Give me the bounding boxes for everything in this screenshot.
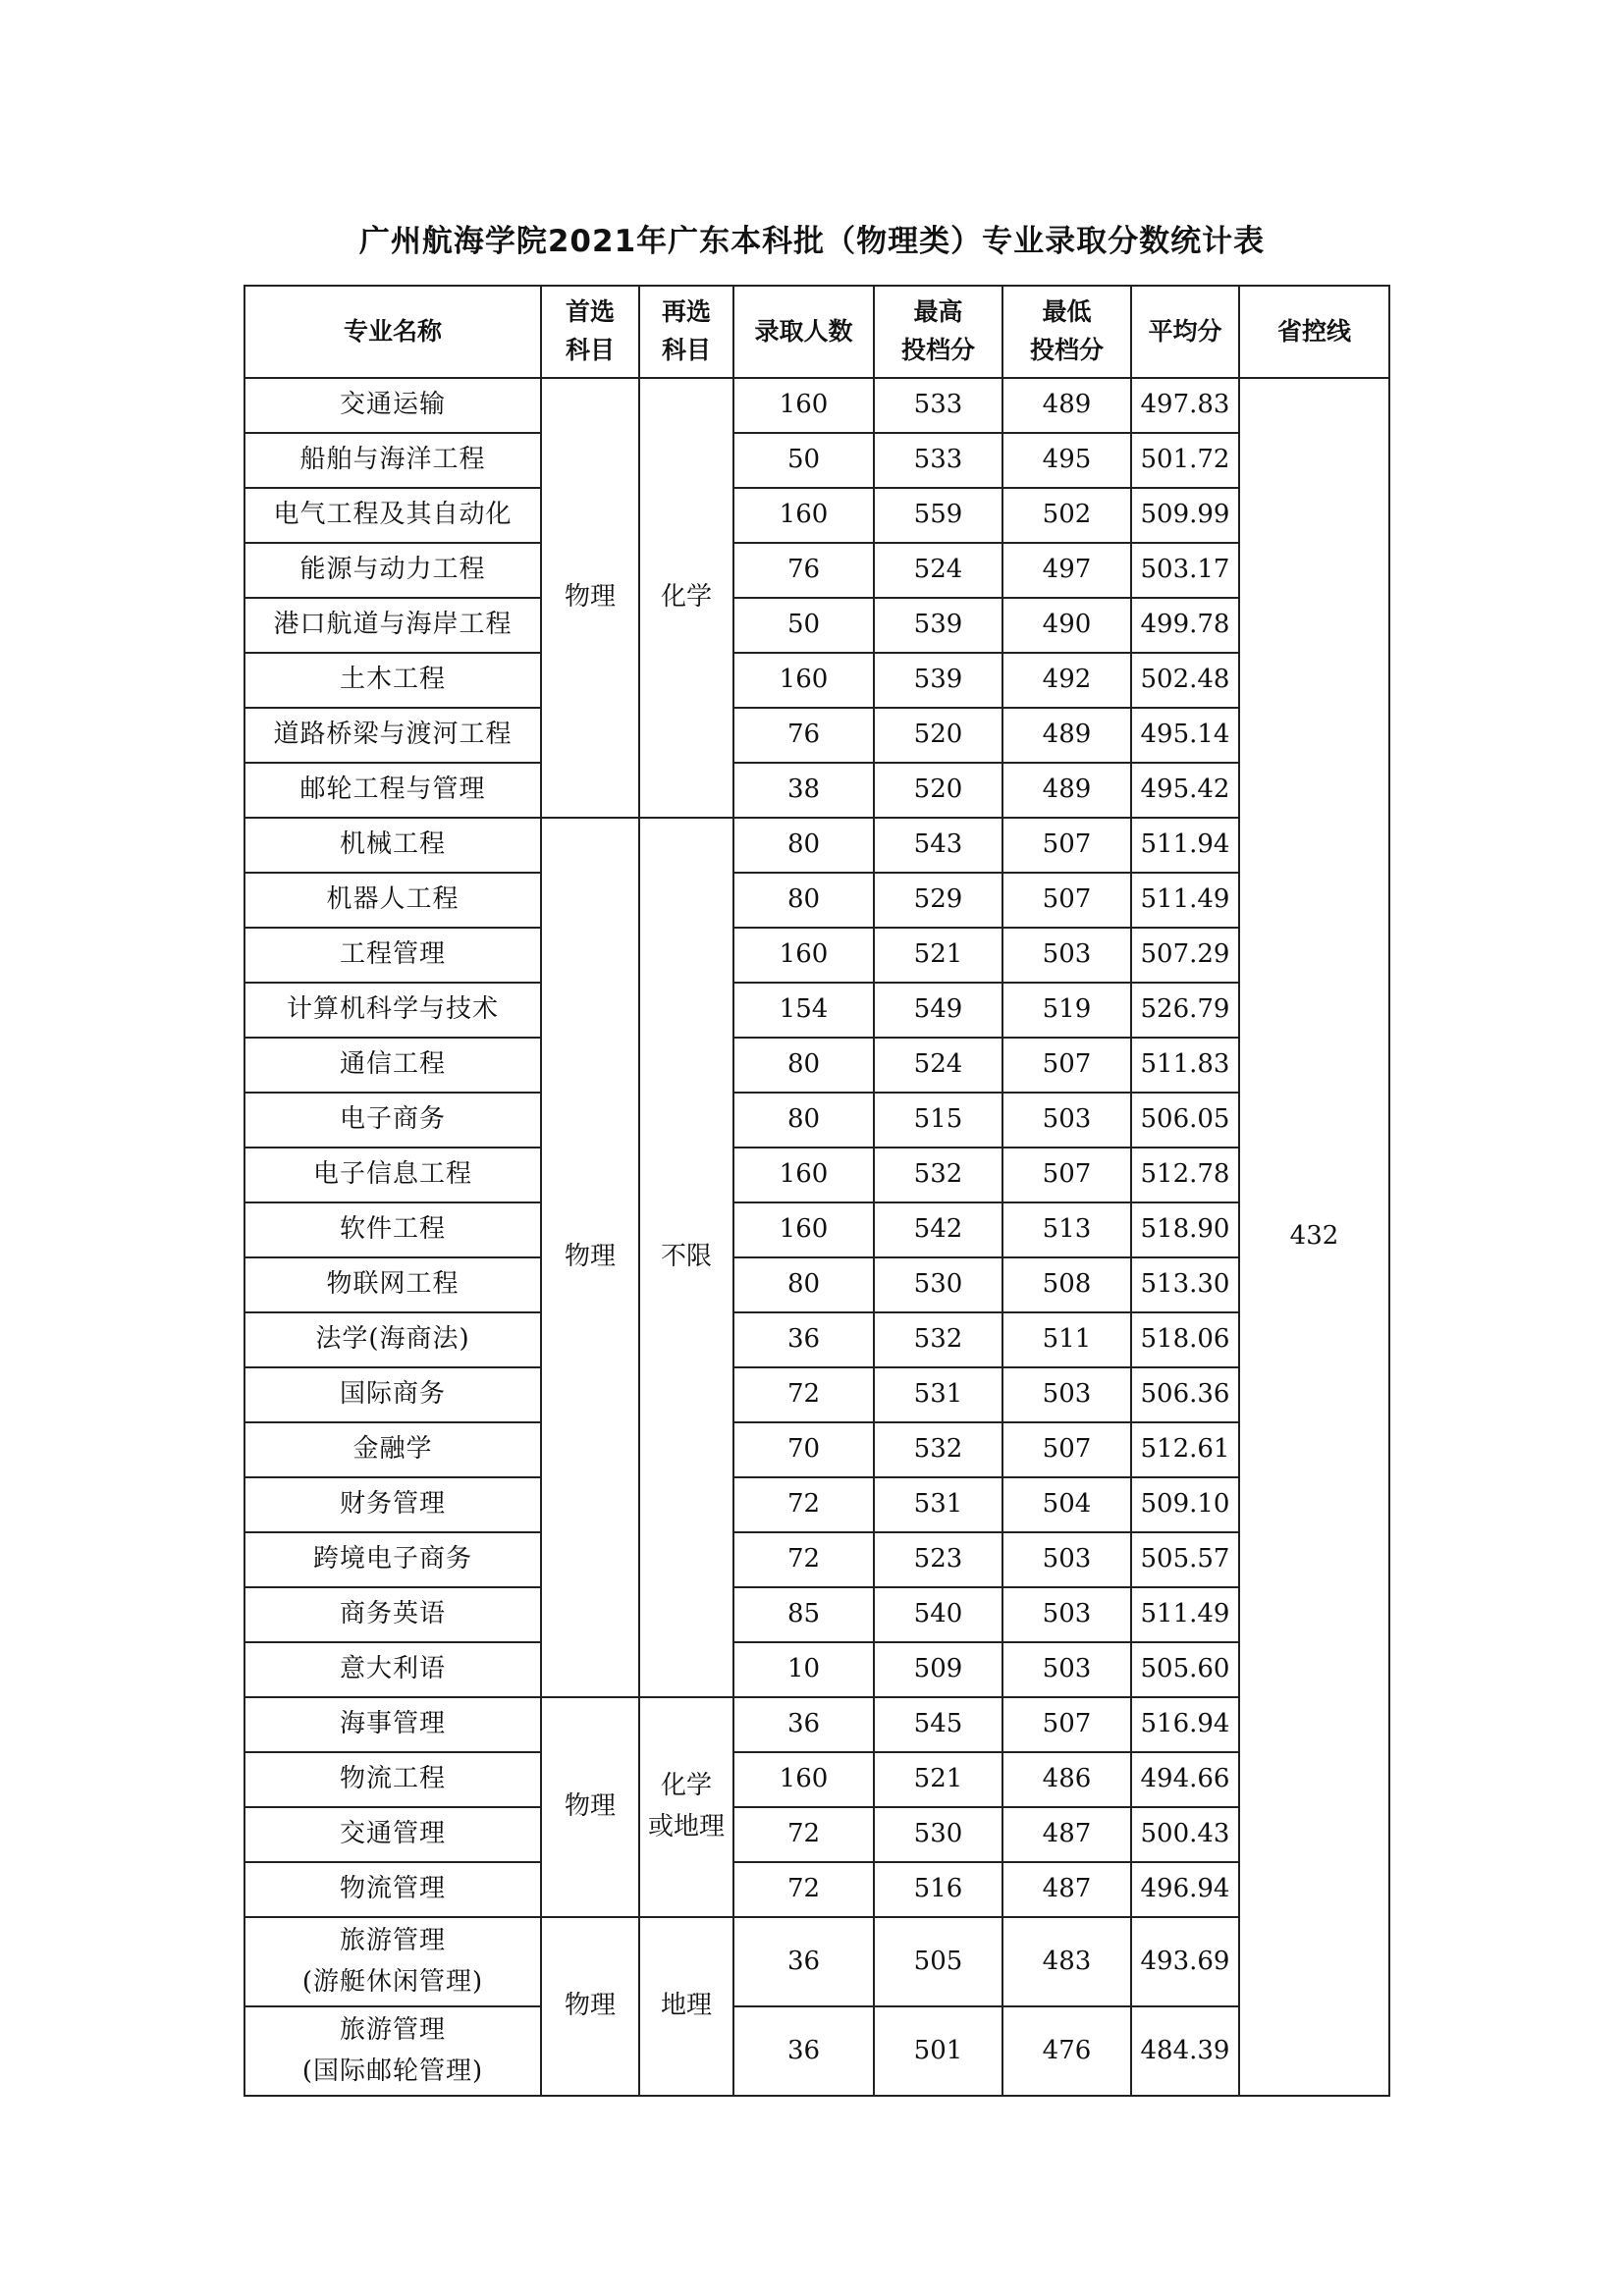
major-name: 物流工程 xyxy=(244,1752,541,1807)
table-row xyxy=(244,1807,1389,1862)
enrolled-count: 80 xyxy=(733,873,874,928)
admission-score-table xyxy=(244,285,1390,2097)
max-score: 516 xyxy=(874,1862,1002,1917)
avg-score: 497.83 xyxy=(1131,378,1239,433)
avg-score: 511.49 xyxy=(1131,873,1239,928)
header-average: 平均分 xyxy=(1131,286,1239,378)
header-first-subject-line2: 科目 xyxy=(565,336,615,364)
enrolled-count: 160 xyxy=(733,488,874,543)
min-score: 503 xyxy=(1002,1367,1131,1422)
table-row xyxy=(244,928,1389,983)
table-row xyxy=(244,1148,1389,1202)
major-name-line2: (国际邮轮管理) xyxy=(301,2056,484,2086)
avg-score: 506.05 xyxy=(1131,1093,1239,1148)
enrolled-count: 70 xyxy=(733,1422,874,1477)
table-row xyxy=(244,1862,1389,1917)
header-max-line2: 投档分 xyxy=(900,336,975,364)
major-name: 土木工程 xyxy=(244,653,541,708)
table-header-row xyxy=(244,286,1389,378)
min-score: 507 xyxy=(1002,1148,1131,1202)
table-row xyxy=(244,1532,1389,1587)
min-score: 497 xyxy=(1002,543,1131,598)
min-score: 507 xyxy=(1002,1697,1131,1752)
table-row xyxy=(244,708,1389,763)
min-score: 476 xyxy=(1002,2006,1131,2096)
min-score: 519 xyxy=(1002,983,1131,1038)
max-score: 540 xyxy=(874,1587,1002,1642)
avg-score: 493.69 xyxy=(1131,1917,1239,2006)
table-row xyxy=(244,1477,1389,1532)
header-major: 专业名称 xyxy=(244,286,541,378)
max-score: 509 xyxy=(874,1642,1002,1697)
table-row xyxy=(244,2006,1389,2096)
major-name: 海事管理 xyxy=(244,1697,541,1752)
min-score: 513 xyxy=(1002,1202,1131,1257)
max-score: 539 xyxy=(874,598,1002,653)
major-name: 交通运输 xyxy=(244,378,541,433)
enrolled-count: 154 xyxy=(733,983,874,1038)
max-score: 533 xyxy=(874,433,1002,488)
enrolled-count: 72 xyxy=(733,1367,874,1422)
max-score: 505 xyxy=(874,1917,1002,2006)
min-score: 507 xyxy=(1002,1038,1131,1093)
enrolled-count: 72 xyxy=(733,1477,874,1532)
avg-score: 495.42 xyxy=(1131,763,1239,818)
table-row xyxy=(244,873,1389,928)
major-name: 能源与动力工程 xyxy=(244,543,541,598)
table-row xyxy=(244,543,1389,598)
header-second-subject-line2: 科目 xyxy=(661,336,711,364)
min-score: 503 xyxy=(1002,1093,1131,1148)
major-name: 船舶与海洋工程 xyxy=(244,433,541,488)
avg-score: 511.49 xyxy=(1131,1587,1239,1642)
major-name xyxy=(244,1917,541,2006)
enrolled-count: 80 xyxy=(733,1093,874,1148)
header-control-line: 省控线 xyxy=(1239,286,1389,378)
max-score: 532 xyxy=(874,1148,1002,1202)
major-name: 商务英语 xyxy=(244,1587,541,1642)
avg-score: 511.94 xyxy=(1131,818,1239,873)
max-score: 532 xyxy=(874,1422,1002,1477)
major-name: 财务管理 xyxy=(244,1477,541,1532)
avg-score: 495.14 xyxy=(1131,708,1239,763)
min-score: 489 xyxy=(1002,708,1131,763)
avg-score: 512.78 xyxy=(1131,1148,1239,1202)
major-name-line2: (游艇休闲管理) xyxy=(301,1966,484,1997)
min-score: 483 xyxy=(1002,1917,1131,2006)
major-name: 物联网工程 xyxy=(244,1257,541,1312)
first-subject: 物理 xyxy=(541,378,639,818)
header-first-subject-line1: 首选 xyxy=(565,297,615,327)
table-row xyxy=(244,433,1389,488)
major-name: 物流管理 xyxy=(244,1862,541,1917)
enrolled-count: 160 xyxy=(733,1148,874,1202)
second-subject: 化学 xyxy=(639,378,733,818)
avg-score: 503.17 xyxy=(1131,543,1239,598)
max-score: 532 xyxy=(874,1312,1002,1367)
max-score: 515 xyxy=(874,1093,1002,1148)
min-score: 490 xyxy=(1002,598,1131,653)
avg-score: 502.48 xyxy=(1131,653,1239,708)
major-name: 电子信息工程 xyxy=(244,1148,541,1202)
min-score: 503 xyxy=(1002,928,1131,983)
header-min-score xyxy=(1002,286,1131,378)
table-row xyxy=(244,598,1389,653)
table-row xyxy=(244,1422,1389,1477)
major-name: 计算机科学与技术 xyxy=(244,983,541,1038)
enrolled-count: 36 xyxy=(733,1312,874,1367)
major-name: 国际商务 xyxy=(244,1367,541,1422)
table-row xyxy=(244,763,1389,818)
avg-score: 511.83 xyxy=(1131,1038,1239,1093)
avg-score: 509.10 xyxy=(1131,1477,1239,1532)
enrolled-count: 160 xyxy=(733,928,874,983)
max-score: 521 xyxy=(874,1752,1002,1807)
major-name: 意大利语 xyxy=(244,1642,541,1697)
avg-score: 518.90 xyxy=(1131,1202,1239,1257)
max-score: 523 xyxy=(874,1532,1002,1587)
table-row xyxy=(244,818,1389,873)
avg-score: 505.57 xyxy=(1131,1532,1239,1587)
enrolled-count: 72 xyxy=(733,1807,874,1862)
enrolled-count: 38 xyxy=(733,763,874,818)
max-score: 559 xyxy=(874,488,1002,543)
enrolled-count: 80 xyxy=(733,1038,874,1093)
major-name-line1: 旅游管理 xyxy=(339,1925,446,1955)
table-row xyxy=(244,378,1389,433)
table-row xyxy=(244,488,1389,543)
enrolled-count: 160 xyxy=(733,1202,874,1257)
min-score: 507 xyxy=(1002,818,1131,873)
major-name: 电子商务 xyxy=(244,1093,541,1148)
header-max-line1: 最高 xyxy=(913,297,963,327)
max-score: 530 xyxy=(874,1807,1002,1862)
header-second-subject xyxy=(639,286,733,378)
avg-score: 516.94 xyxy=(1131,1697,1239,1752)
avg-score: 506.36 xyxy=(1131,1367,1239,1422)
enrolled-count: 160 xyxy=(733,653,874,708)
min-score: 502 xyxy=(1002,488,1131,543)
header-second-subject-line1: 再选 xyxy=(661,297,711,327)
min-score: 492 xyxy=(1002,653,1131,708)
header-min-line1: 最低 xyxy=(1042,297,1092,327)
first-subject: 物理 xyxy=(541,1697,639,1917)
major-name: 电气工程及其自动化 xyxy=(244,488,541,543)
second-subject-line1: 化学 xyxy=(660,1771,712,1801)
header-enrolled: 录取人数 xyxy=(733,286,874,378)
min-score: 503 xyxy=(1002,1532,1131,1587)
min-score: 495 xyxy=(1002,433,1131,488)
major-name: 机器人工程 xyxy=(244,873,541,928)
max-score: 501 xyxy=(874,2006,1002,2096)
max-score: 539 xyxy=(874,653,1002,708)
enrolled-count: 10 xyxy=(733,1642,874,1697)
enrolled-count: 160 xyxy=(733,378,874,433)
first-subject: 物理 xyxy=(541,1917,639,2096)
major-name: 金融学 xyxy=(244,1422,541,1477)
avg-score: 518.06 xyxy=(1131,1312,1239,1367)
table-row xyxy=(244,1752,1389,1807)
major-name: 道路桥梁与渡河工程 xyxy=(244,708,541,763)
min-score: 489 xyxy=(1002,763,1131,818)
table-row xyxy=(244,983,1389,1038)
enrolled-count: 36 xyxy=(733,2006,874,2096)
table-row xyxy=(244,1312,1389,1367)
max-score: 531 xyxy=(874,1477,1002,1532)
major-name: 跨境电子商务 xyxy=(244,1532,541,1587)
max-score: 530 xyxy=(874,1257,1002,1312)
avg-score: 496.94 xyxy=(1131,1862,1239,1917)
avg-score: 499.78 xyxy=(1131,598,1239,653)
header-min-line2: 投档分 xyxy=(1029,336,1104,364)
enrolled-count: 85 xyxy=(733,1587,874,1642)
min-score: 504 xyxy=(1002,1477,1131,1532)
header-first-subject xyxy=(541,286,639,378)
table-row xyxy=(244,1587,1389,1642)
major-name xyxy=(244,2006,541,2096)
min-score: 511 xyxy=(1002,1312,1131,1367)
max-score: 542 xyxy=(874,1202,1002,1257)
table-row xyxy=(244,1257,1389,1312)
table-row xyxy=(244,1202,1389,1257)
enrolled-count: 80 xyxy=(733,1257,874,1312)
enrolled-count: 72 xyxy=(733,1862,874,1917)
avg-score: 505.60 xyxy=(1131,1642,1239,1697)
enrolled-count: 36 xyxy=(733,1697,874,1752)
max-score: 524 xyxy=(874,543,1002,598)
enrolled-count: 80 xyxy=(733,818,874,873)
avg-score: 484.39 xyxy=(1131,2006,1239,2096)
min-score: 503 xyxy=(1002,1642,1131,1697)
second-subject: 地理 xyxy=(639,1917,733,2096)
enrolled-count: 36 xyxy=(733,1917,874,2006)
first-subject: 物理 xyxy=(541,818,639,1697)
min-score: 489 xyxy=(1002,378,1131,433)
major-name: 港口航道与海岸工程 xyxy=(244,598,541,653)
min-score: 486 xyxy=(1002,1752,1131,1807)
table-row xyxy=(244,1367,1389,1422)
major-name-line1: 旅游管理 xyxy=(339,2014,446,2045)
max-score: 545 xyxy=(874,1697,1002,1752)
min-score: 487 xyxy=(1002,1862,1131,1917)
major-name: 机械工程 xyxy=(244,818,541,873)
table-row xyxy=(244,653,1389,708)
enrolled-count: 76 xyxy=(733,543,874,598)
major-name: 软件工程 xyxy=(244,1202,541,1257)
max-score: 521 xyxy=(874,928,1002,983)
page-title: 广州航海学院2021年广东本科批（物理类）专业录取分数统计表 xyxy=(358,224,1266,259)
avg-score: 494.66 xyxy=(1131,1752,1239,1807)
major-name: 工程管理 xyxy=(244,928,541,983)
max-score: 524 xyxy=(874,1038,1002,1093)
max-score: 529 xyxy=(874,873,1002,928)
table-row xyxy=(244,1093,1389,1148)
max-score: 543 xyxy=(874,818,1002,873)
avg-score: 509.99 xyxy=(1131,488,1239,543)
max-score: 531 xyxy=(874,1367,1002,1422)
min-score: 507 xyxy=(1002,873,1131,928)
major-name: 法学(海商法) xyxy=(244,1312,541,1367)
table-row xyxy=(244,1038,1389,1093)
enrolled-count: 76 xyxy=(733,708,874,763)
min-score: 487 xyxy=(1002,1807,1131,1862)
second-subject-line2: 或地理 xyxy=(647,1812,725,1842)
control-line-value: 432 xyxy=(1239,378,1389,2096)
enrolled-count: 160 xyxy=(733,1752,874,1807)
second-subject: 不限 xyxy=(639,818,733,1697)
major-name: 通信工程 xyxy=(244,1038,541,1093)
avg-score: 501.72 xyxy=(1131,433,1239,488)
table-row xyxy=(244,1642,1389,1697)
major-name: 邮轮工程与管理 xyxy=(244,763,541,818)
enrolled-count: 72 xyxy=(733,1532,874,1587)
min-score: 503 xyxy=(1002,1587,1131,1642)
max-score: 549 xyxy=(874,983,1002,1038)
avg-score: 513.30 xyxy=(1131,1257,1239,1312)
avg-score: 526.79 xyxy=(1131,983,1239,1038)
avg-score: 512.61 xyxy=(1131,1422,1239,1477)
max-score: 520 xyxy=(874,708,1002,763)
table-row xyxy=(244,1917,1389,2006)
avg-score: 507.29 xyxy=(1131,928,1239,983)
enrolled-count: 50 xyxy=(733,433,874,488)
avg-score: 500.43 xyxy=(1131,1807,1239,1862)
max-score: 533 xyxy=(874,378,1002,433)
second-subject xyxy=(639,1697,733,1917)
min-score: 507 xyxy=(1002,1422,1131,1477)
major-name: 交通管理 xyxy=(244,1807,541,1862)
enrolled-count: 50 xyxy=(733,598,874,653)
header-max-score xyxy=(874,286,1002,378)
max-score: 520 xyxy=(874,763,1002,818)
min-score: 508 xyxy=(1002,1257,1131,1312)
table-row xyxy=(244,1697,1389,1752)
